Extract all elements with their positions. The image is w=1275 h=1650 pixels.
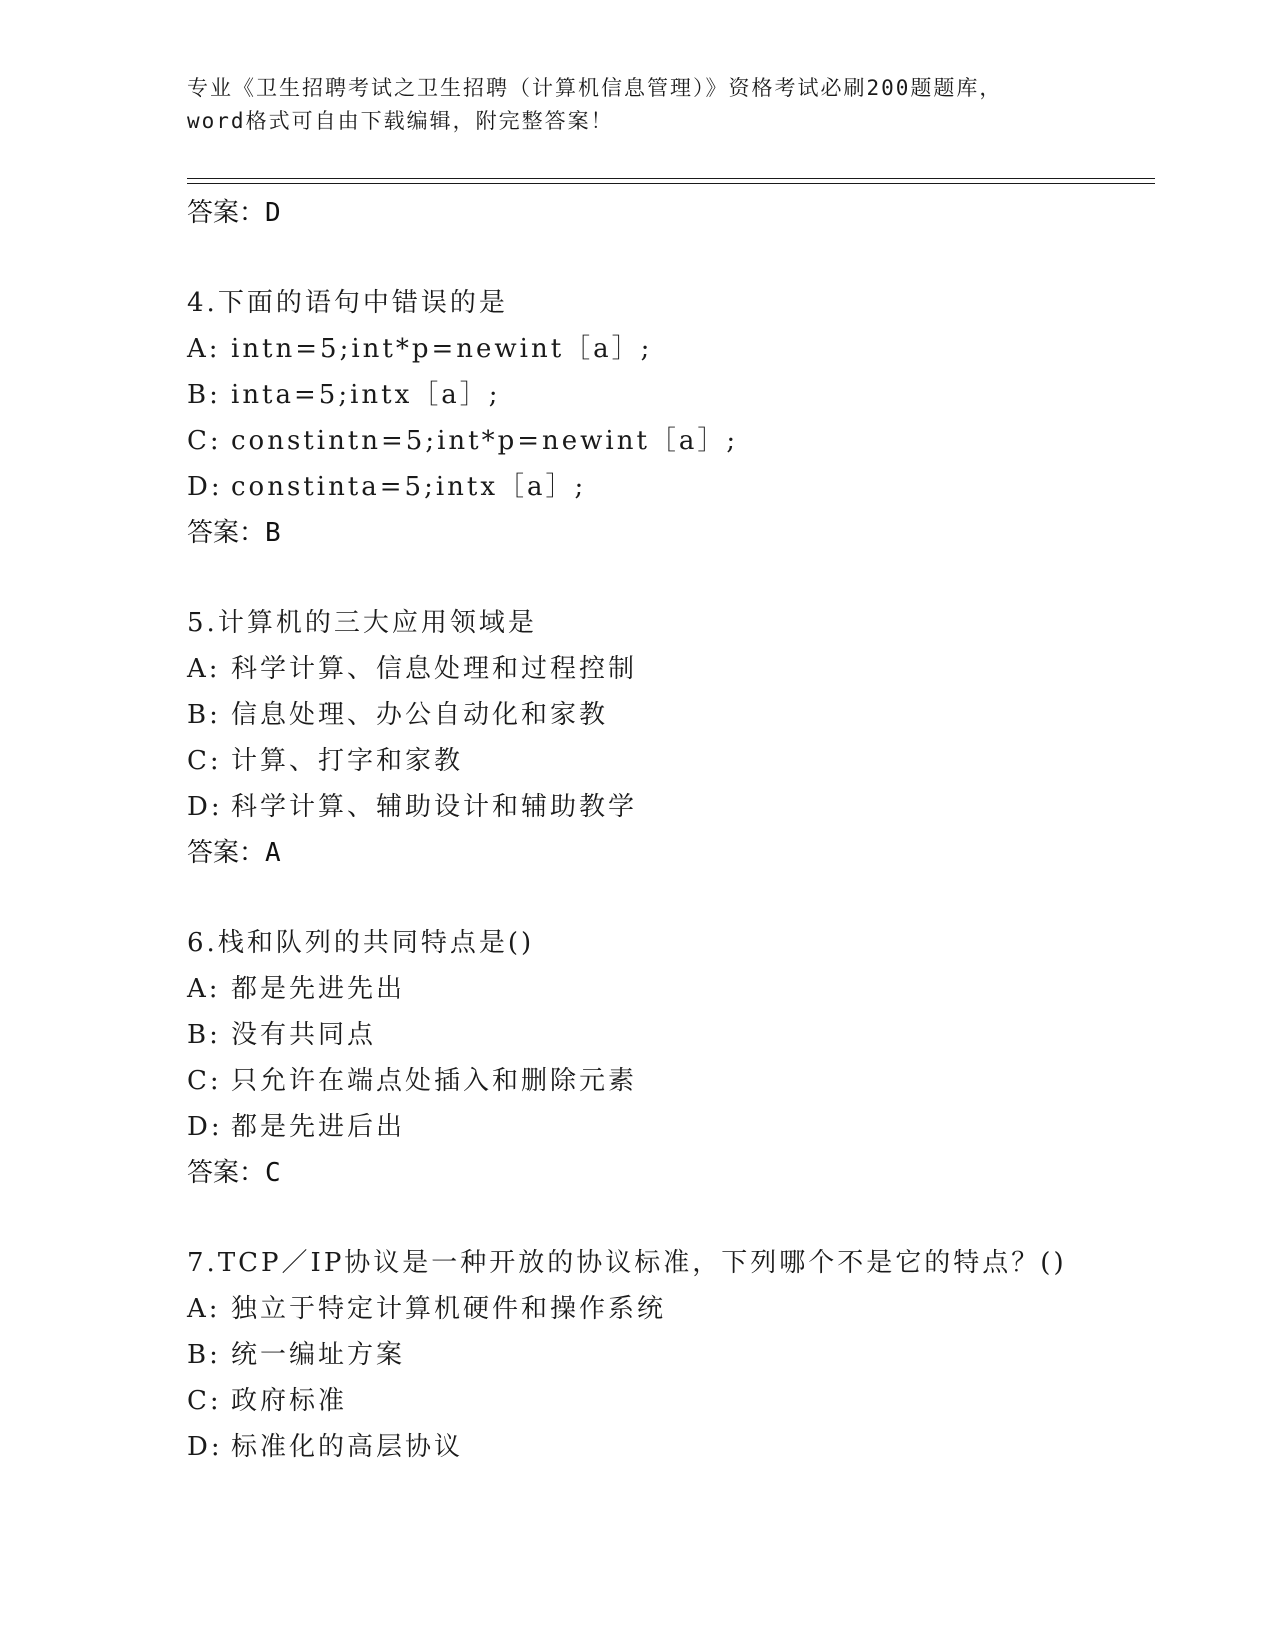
question-number: 4. [187,288,218,318]
option-a [187,1286,1147,1332]
option-text: constinta=5;intx［a］; [231,472,587,502]
header-line-1: 专业《卫生招聘考试之卫生招聘（计算机信息管理）》资格考试必刷200题题库， [187,76,1003,100]
option-text: 独立于特定计算机硬件和操作系统 [231,1294,667,1324]
option-letter: A: [187,974,221,1004]
option-text: 科学计算、辅助设计和辅助教学 [231,792,638,822]
option-b [187,372,1147,418]
question-number: 6. [187,928,218,958]
option-text: 都是先进先出 [231,974,406,1004]
question-title [187,600,1147,646]
option-d [187,784,1147,830]
option-text: 统一编址方案 [231,1340,406,1370]
option-letter: D: [187,472,223,502]
spacer [187,556,1147,600]
answer-value: C [265,1158,281,1188]
option-text: inta=5;intx［a］; [231,380,501,410]
option-letter: D: [187,792,223,822]
option-letter: B: [187,1020,221,1050]
option-d [187,1104,1147,1150]
question-list [187,190,1147,1470]
question-text: 下面的语句中错误的是 [217,288,508,318]
option-letter: D: [187,1432,223,1462]
option-letter: D: [187,1112,223,1142]
option-b [187,1332,1147,1378]
question-answer [187,510,1147,556]
option-c [187,738,1147,784]
spacer [187,236,1147,280]
question-text: 栈和队列的共同特点是() [217,928,535,958]
answer-label: 答案： [187,198,266,228]
option-text: constintn=5;int*p=newint［a］; [231,426,739,456]
option-b [187,692,1147,738]
option-letter: C: [187,1066,222,1096]
option-letter: B: [187,380,221,410]
option-letter: C: [187,426,222,456]
question-text: 计算机的三大应用领域是 [217,608,537,638]
answer-value: A [265,838,281,868]
option-letter: A: [187,1294,221,1324]
option-a [187,966,1147,1012]
answer-label: 答案： [187,1158,266,1188]
question-number: 5. [187,608,218,638]
question-title [187,280,1147,326]
document-header [187,72,1087,138]
spacer [187,876,1147,920]
option-text: 标准化的高层协议 [231,1432,464,1462]
option-text: 信息处理、办公自动化和家教 [231,700,609,730]
option-letter: B: [187,700,221,730]
question-answer [187,1150,1147,1196]
header-divider [187,178,1155,179]
answer-label: 答案： [187,838,266,868]
option-text: 科学计算、信息处理和过程控制 [231,654,638,684]
option-c [187,1378,1147,1424]
answer-label: 答案： [187,518,266,548]
option-letter: C: [187,1386,222,1416]
answer-value: B [265,518,281,548]
option-letter: A: [187,334,221,364]
option-c [187,418,1147,464]
option-text: intn=5;int*p=newint［a］; [231,334,653,364]
option-text: 没有共同点 [231,1020,377,1050]
spacer [187,1196,1147,1240]
question-number: 7. [187,1248,218,1278]
option-a [187,646,1147,692]
question-title [187,920,1147,966]
option-d [187,464,1147,510]
option-b [187,1012,1147,1058]
option-text: 都是先进后出 [231,1112,406,1142]
previous-answer [187,190,1147,236]
header-divider-secondary [187,183,1155,184]
question-title [187,1240,1147,1286]
question-text: TCP／IP协议是一种开放的协议标准，下列哪个不是它的特点？() [217,1248,1067,1278]
option-letter: A: [187,654,221,684]
answer-value: D [265,198,281,228]
option-letter: C: [187,746,222,776]
option-d [187,1424,1147,1470]
option-c [187,1058,1147,1104]
option-letter: B: [187,1340,221,1370]
header-line-2: word格式可自由下载编辑，附完整答案！ [187,109,614,133]
option-text: 政府标准 [231,1386,348,1416]
option-text: 计算、打字和家教 [231,746,464,776]
question-answer [187,830,1147,876]
option-a [187,326,1147,372]
option-text: 只允许在端点处插入和删除元素 [231,1066,638,1096]
